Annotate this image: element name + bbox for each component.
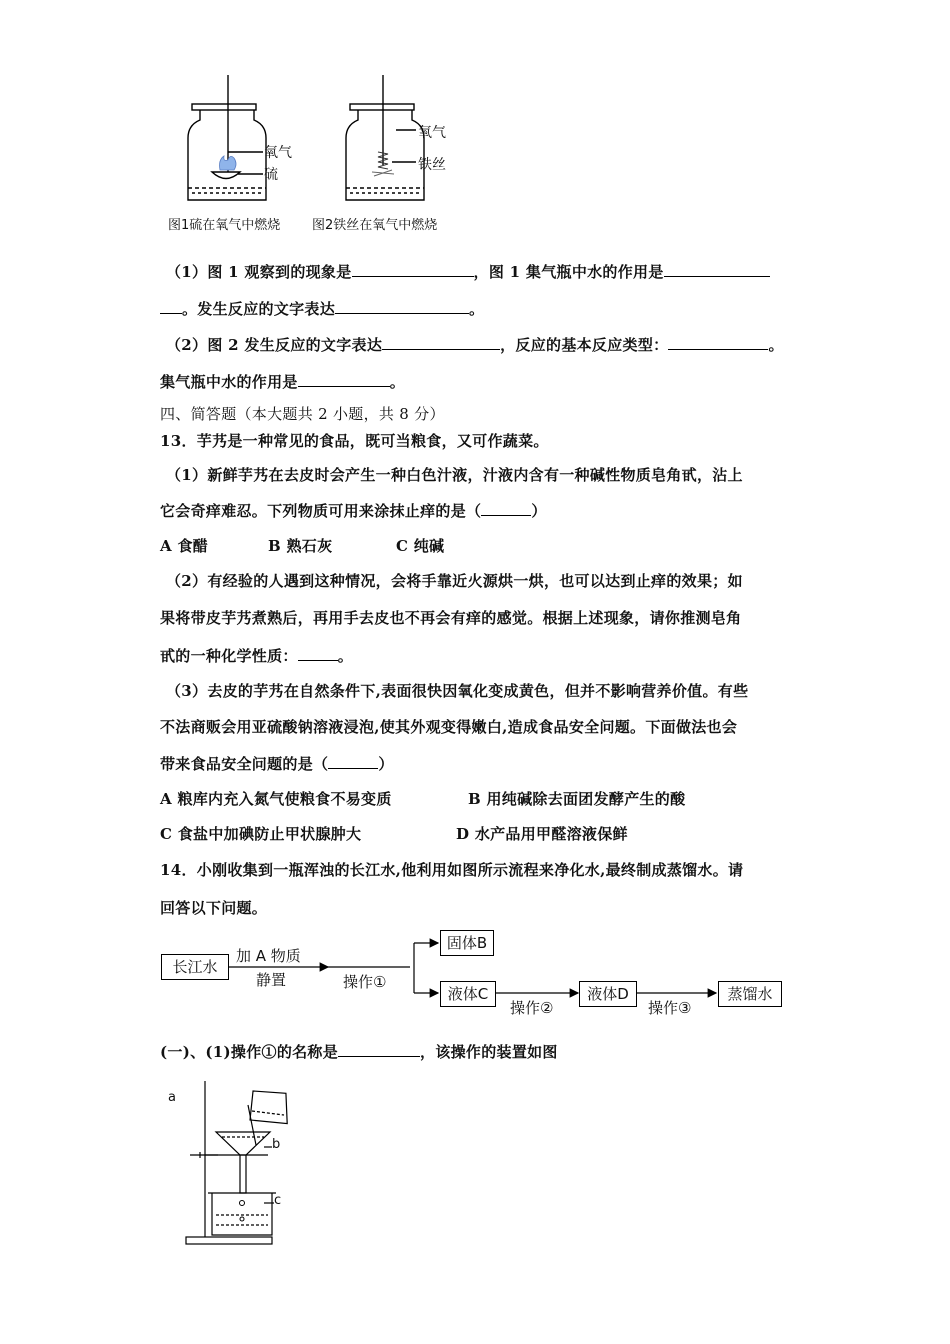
q12-part1-line2: 。发生反应的文字表达 。 (160, 298, 484, 319)
q13-option2-a: A 粮库内充入氮气使粮食不易变质 (160, 790, 392, 808)
fig1-oxygen-label: 氧气 (264, 145, 292, 161)
flow-liquid-d-box: 液体D (579, 981, 637, 1007)
flow-op2: 操作② (510, 999, 554, 1017)
q13-stem: 13．芋艿是一种常见的食品，既可当粮食，又可作蔬菜。 (160, 432, 549, 450)
droplet-icon (240, 1201, 245, 1222)
filter-label-a: a (168, 1090, 176, 1105)
q12-part1-line1: （1）图 1 观察到的现象是 ，图 1 集气瓶中水的作用是 (166, 261, 770, 282)
flow-solid-b-box: 固体B (440, 930, 494, 956)
filter-label-b: b (272, 1137, 281, 1152)
section4-title: 四、简答题（本大题共 2 小题，共 8 分） (160, 405, 445, 423)
q13-blank-1[interactable] (481, 501, 531, 516)
filtration-apparatus (160, 1075, 300, 1255)
fig1-caption: 图1硫在氧气中燃烧 (168, 218, 281, 233)
q13-part2-line1: （2）有经验的人遇到这种情况，会将手靠近火源烘一烘，也可以达到止痒的效果；如 (166, 572, 743, 590)
q14-sub1: (一)、(1)操作①的名称是 ，该操作的装置如图 (160, 1043, 558, 1061)
q12-blank-phenomenon[interactable] (352, 262, 474, 277)
q14-line1: 14．小刚收集到一瓶浑浊的长江水,他利用如图所示流程来净化水,最终制成蒸馏水。请 (160, 861, 744, 879)
flow-start-box: 长江水 (161, 954, 229, 980)
q12-blank-equation-2[interactable] (382, 335, 500, 350)
q13-part3-line3: 带来食品安全问题的是（ ） (160, 755, 394, 773)
q12-blank-water-role-1-cont[interactable] (160, 299, 182, 314)
flow-step1-bottom: 静置 (256, 971, 287, 989)
flow-step1-top: 加 A 物质 (236, 947, 301, 965)
q12-part2-line1: （2）图 2 发生反应的文字表达 ，反应的基本反应类型： 。 (166, 336, 784, 354)
q12-blank-reaction-type[interactable] (668, 335, 768, 350)
q14-line2: 回答以下问题。 (160, 899, 268, 917)
q13-blank-3[interactable] (328, 754, 378, 769)
fig1-sulfur-label: 硫 (264, 167, 278, 183)
flow-liquid-c-box: 液体C (440, 981, 496, 1007)
q13-option-b: B 熟石灰 (268, 537, 333, 555)
q12-blank-water-role-2[interactable] (298, 372, 390, 387)
q13-option2-d: D 水产品用甲醛溶液保鲜 (456, 825, 628, 843)
q13-blank-2[interactable] (298, 646, 338, 661)
q13-option-a: A 食醋 (160, 537, 209, 555)
q13-option-c: C 纯碱 (396, 537, 445, 555)
q14-blank-op1-name[interactable] (338, 1042, 420, 1057)
fig2-oxygen-label: 氧气 (418, 125, 446, 141)
q12-blank-water-role-1[interactable] (664, 262, 770, 277)
q13-option2-c: C 食盐中加碘防止甲状腺肿大 (160, 825, 362, 843)
q12-part2-line2: 集气瓶中水的作用是 。 (160, 373, 406, 391)
q13-part1-line2: 它会奇痒难忍。下列物质可用来涂抹止痒的是（ ） (160, 502, 547, 520)
q13-part3-line2: 不法商贩会用亚硫酸钠溶液浸泡,使其外观变得嫩白,造成食品安全问题。下面做法也会 (160, 718, 738, 736)
q13-option2-b: B 用纯碱除去面团发酵产生的酸 (468, 790, 686, 808)
fig2-caption: 图2铁丝在氧气中燃烧 (312, 218, 438, 233)
q12-blank-equation-1[interactable] (335, 299, 469, 314)
q13-part3-line1: （3）去皮的芋艿在自然条件下,表面很快因氧化变成黄色，但并不影响营养价值。有些 (166, 682, 749, 700)
flow-op3: 操作③ (648, 999, 692, 1017)
q13-part1-line1: （1）新鲜芋艿在去皮时会产生一种白色汁液，汁液内含有一种碱性物质皂角甙，沾上 (166, 466, 743, 484)
filter-label-c: c (274, 1193, 282, 1208)
q13-part2-line2: 果将带皮芋艿煮熟后，再用手去皮也不再会有痒的感觉。根据上述现象，请你推测皂角 (160, 609, 742, 627)
flow-op1: 操作① (343, 973, 387, 991)
fig1-jar (188, 75, 266, 200)
fig2-jar (346, 75, 424, 200)
fig2-wire-label: 铁丝 (418, 157, 446, 173)
q13-part2-line3: 甙的一种化学性质： 。 (160, 647, 354, 665)
flow-end-box: 蒸馏水 (718, 981, 782, 1007)
